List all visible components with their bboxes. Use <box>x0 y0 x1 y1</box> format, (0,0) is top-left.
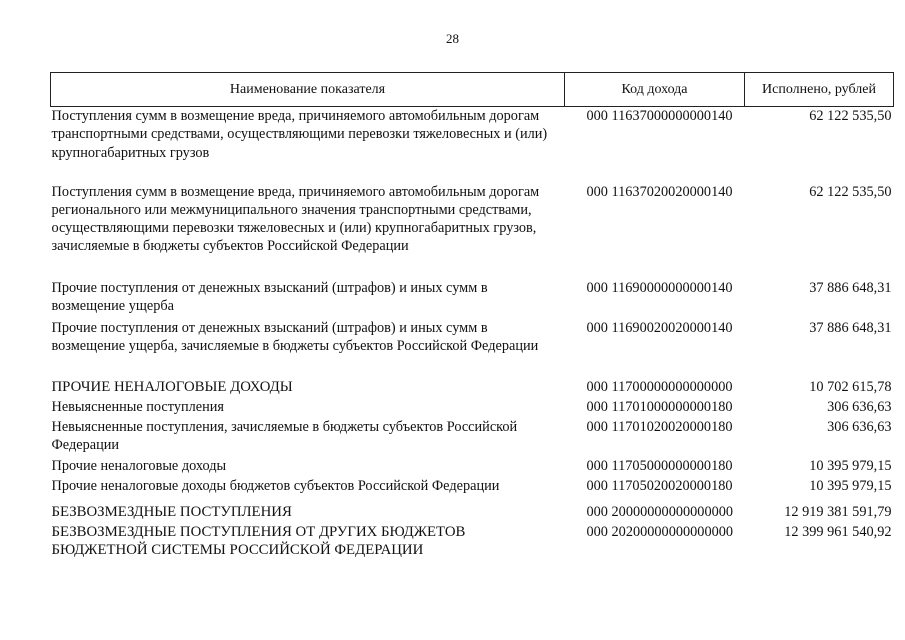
row-amount: 10 395 979,15 <box>809 457 892 474</box>
row-name: БЕЗВОЗМЕЗДНЫЕ ПОСТУПЛЕНИЯ <box>51 503 292 520</box>
row-code: 000 20200000000000000 <box>586 523 734 540</box>
row-name: БЕЗВОЗМЕЗДНЫЕ ПОСТУПЛЕНИЯ ОТ ДРУГИХ БЮДЖЕТОВ БЮДЖЕТНОЙ СИСТЕМЫ РОССИЙСКОЙ ФЕДЕРАЦИИ <box>51 523 466 558</box>
table-row <box>51 279 894 319</box>
row-name: Прочие поступления от денежных взысканий (штрафов) и иных сумм в возмещение ущерба <box>51 279 488 314</box>
row-name: Невыясненные поступления, зачисляемые в бюджеты субъектов Российской Федерации <box>51 418 518 453</box>
row-amount: 62 122 535,50 <box>809 183 892 200</box>
table-row <box>51 457 894 477</box>
header-revenue-code: Код дохода <box>565 73 745 107</box>
table-row <box>51 398 894 418</box>
row-name: Прочие неналоговые доходы бюджетов субъектов Российской Федерации <box>51 477 500 494</box>
row-amount: 10 702 615,78 <box>809 378 892 395</box>
row-code: 000 11705000000000180 <box>586 457 733 474</box>
header-indicator-name: Наименование показателя <box>51 73 565 107</box>
row-code: 000 11700000000000000 <box>586 378 733 395</box>
row-name: Поступления сумм в возмещение вреда, причиняемого автомобильным дорогам транспортными средствами, осуществляющими перевозки тяжеловесных и (или) крупногабаритных грузов <box>51 108 548 161</box>
row-amount: 37 886 648,31 <box>809 279 892 296</box>
table-row <box>51 523 894 563</box>
row-amount: 306 636,63 <box>827 418 892 435</box>
table-row <box>51 319 894 378</box>
row-name: Невыясненные поступления <box>51 398 224 415</box>
table-row <box>51 107 894 183</box>
table-row <box>51 378 894 398</box>
row-amount: 306 636,63 <box>827 398 892 415</box>
row-name: Прочие неналоговые доходы <box>51 457 227 474</box>
row-code: 000 11637020020000140 <box>586 183 733 200</box>
row-code: 000 11690000000000140 <box>586 279 733 296</box>
row-amount: 10 395 979,15 <box>809 477 892 494</box>
header-executed-amount: Исполнено, рублей <box>745 73 894 107</box>
row-code: 000 20000000000000000 <box>586 503 734 520</box>
row-code: 000 11701020020000180 <box>586 418 733 435</box>
row-code: 000 11701000000000180 <box>586 398 733 415</box>
table-row <box>51 503 894 523</box>
table-row <box>51 183 894 279</box>
row-amount: 12 919 381 591,79 <box>784 503 892 520</box>
row-amount: 12 399 961 540,92 <box>784 523 892 540</box>
row-name: Прочие поступления от денежных взысканий (штрафов) и иных сумм в возмещение ущерба, зачисляемые в бюджеты субъектов Российской Федерации <box>51 319 539 354</box>
page-number: 28 <box>446 31 459 46</box>
row-code: 000 11705020020000180 <box>586 477 733 494</box>
revenue-table <box>50 72 894 563</box>
row-code: 000 11690020020000140 <box>586 319 733 336</box>
row-code: 000 11637000000000140 <box>586 108 733 124</box>
row-amount: 62 122 535,50 <box>809 108 892 124</box>
row-name: ПРОЧИЕ НЕНАЛОГОВЫЕ ДОХОДЫ <box>51 378 293 395</box>
row-name: Поступления сумм в возмещение вреда, причиняемого автомобильным дорогам регионального или межмуниципального значения транспортными средствами, осуществляющими перевозки тяжеловесных и (или) крупногабаритных грузов, зачисляемые в бюджеты субъектов Российской Федерации <box>51 183 540 255</box>
row-amount: 37 886 648,31 <box>809 319 892 336</box>
table-row <box>51 418 894 457</box>
table-row <box>51 477 894 503</box>
table-header-row <box>51 73 894 107</box>
